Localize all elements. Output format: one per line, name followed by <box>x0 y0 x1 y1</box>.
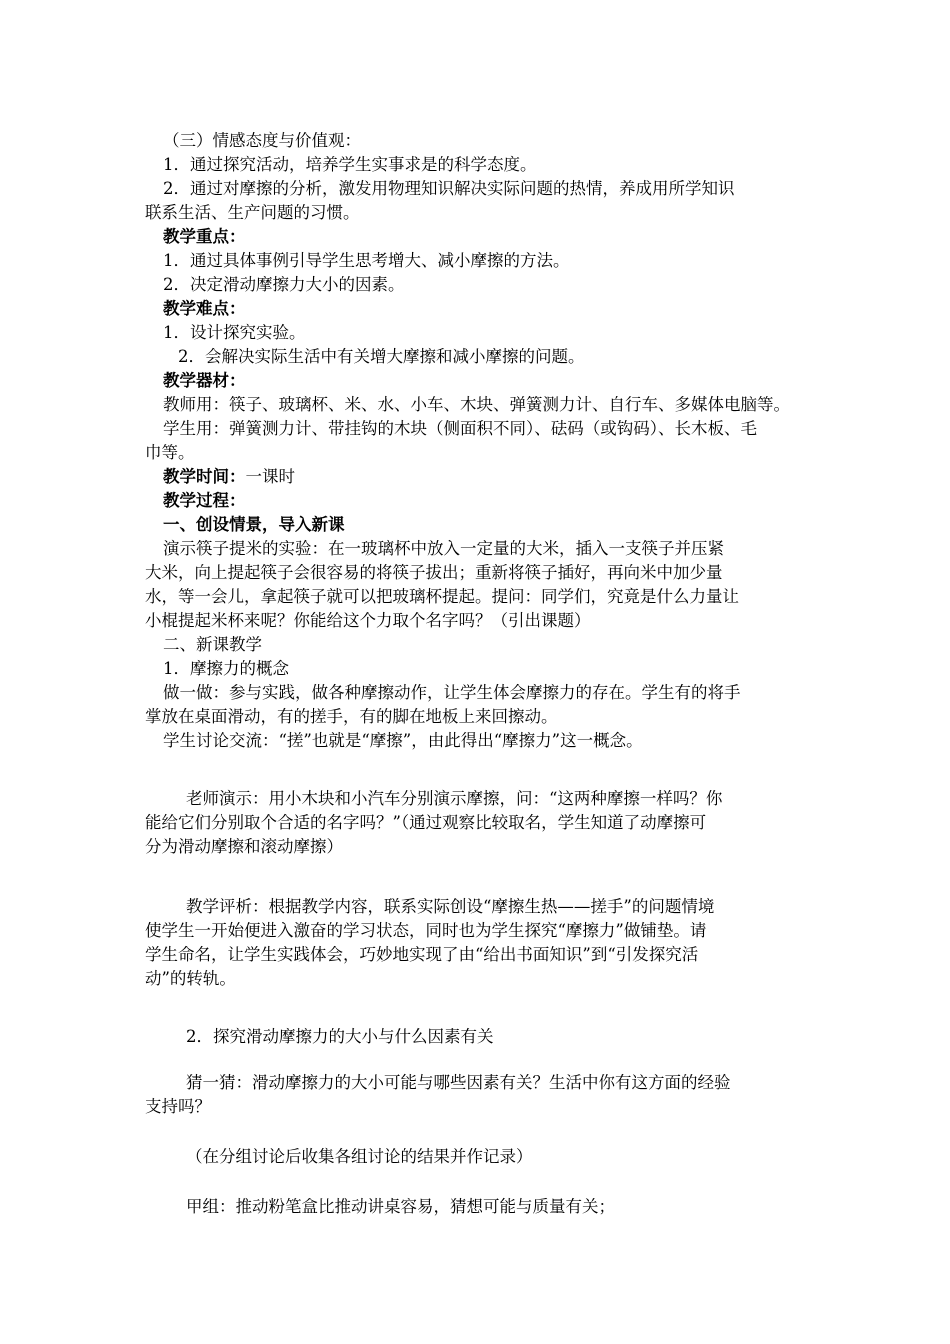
section-2-subheading-2: 2．探究滑动摩擦力的大小与什么因素有关 <box>186 1027 494 1046</box>
key-points-heading: 教学重点： <box>163 227 246 246</box>
guess-line-2: 支持吗？ <box>145 1097 211 1116</box>
difficulties-heading: 教学难点： <box>163 299 246 318</box>
key-point-2: 2．决定滑动摩擦力大小的因素。 <box>163 275 405 294</box>
teacher-demo-line-3: 分为滑动摩擦和滚动摩擦） <box>145 837 343 856</box>
teaching-comment-line-2: 使学生一开始便进入激奋的学习状态，同时也为学生探究“摩擦力”做铺垫。请 <box>145 921 707 940</box>
equipment-teacher: 教师用：筷子、玻璃杯、米、水、小车、木块、弹簧测力计、自行车、多媒体电脑等。 <box>163 395 790 414</box>
section-1-para-line-1: 演示筷子提米的实验：在一玻璃杯中放入一定量的大米，插入一支筷子并压紧 <box>163 539 724 558</box>
guess-line-1: 猜一猜：滑动摩擦力的大小可能与哪些因素有关？生活中你有这方面的经验 <box>186 1073 731 1092</box>
teaching-time-label: 教学时间： <box>163 467 246 486</box>
teaching-comment-line-3: 学生命名，让学生实践体会，巧妙地实现了由“给出书面知识”到“引发探究活 <box>145 945 699 964</box>
equipment-student-line-2: 巾等。 <box>145 443 195 462</box>
teaching-comment-line-4: 动”的转轨。 <box>145 969 236 988</box>
section-2-subheading-1: 1．摩擦力的概念 <box>163 659 289 678</box>
record-note: （在分组讨论后收集各组讨论的结果并作记录） <box>186 1147 533 1166</box>
student-discussion: 学生讨论交流：“搓”也就是“摩擦”，由此得出“摩擦力”这一概念。 <box>163 731 643 750</box>
affect-item-2-line-2: 联系生活、生产问题的习惯。 <box>145 203 360 222</box>
do-it-line-2: 掌放在桌面滑动，有的搓手，有的脚在地板上来回擦动。 <box>145 707 558 726</box>
difficulty-1: 1．设计探究实验。 <box>163 323 306 342</box>
key-point-1: 1．通过具体事例引导学生思考增大、减小摩擦的方法。 <box>163 251 570 270</box>
section-1-para-line-3: 水，等一会儿，拿起筷子就可以把玻璃杯提起。提问：同学们，究竟是什么力量让 <box>145 587 739 606</box>
do-it-line-1: 做一做：参与实践，做各种摩擦动作，让学生体会摩擦力的存在。学生有的将手 <box>163 683 741 702</box>
difficulty-2: 2．会解决实际生活中有关增大摩擦和减小摩擦的问题。 <box>178 347 585 366</box>
affect-heading: （三）情感态度与价值观： <box>163 131 361 150</box>
section-1-heading: 一、创设情景，导入新课 <box>163 515 345 534</box>
section-1-para-line-4: 小棍提起米杯来呢？你能给这个力取个名字吗？（引出课题） <box>145 611 591 630</box>
teaching-time <box>163 465 843 489</box>
teacher-demo-line-2: 能给它们分别取个合适的名字吗？”（通过观察比较取名，学生知道了动摩擦可 <box>145 813 707 832</box>
equipment-heading: 教学器材： <box>163 371 246 390</box>
section-2-heading: 二、新课教学 <box>163 635 262 654</box>
teacher-demo-line-1: 老师演示：用小木块和小汽车分别演示摩擦，问：“这两种摩擦一样吗？你 <box>186 789 723 808</box>
group-a-result: 甲组：推动粉笔盒比推动讲桌容易，猜想可能与质量有关； <box>186 1197 615 1216</box>
equipment-student-line-1: 学生用：弹簧测力计、带挂钩的木块（侧面积不同）、砝码（或钩码）、长木板、毛 <box>163 419 757 438</box>
teaching-comment-line-1: 教学评析：根据教学内容，联系实际创设“摩擦生热——搓手”的问题情境 <box>186 897 715 916</box>
section-1-para-line-2: 大米，向上提起筷子会很容易的将筷子拔出；重新将筷子插好，再向米中加少量 <box>145 563 723 582</box>
affect-item-1: 1．通过探究活动，培养学生实事求是的科学态度。 <box>163 155 537 174</box>
affect-item-2-line-1: 2．通过对摩擦的分析，激发用物理知识解决实际问题的热情，养成用所学知识 <box>163 179 735 198</box>
teaching-time-value: 一课时 <box>245 467 295 486</box>
process-heading: 教学过程： <box>163 491 246 510</box>
